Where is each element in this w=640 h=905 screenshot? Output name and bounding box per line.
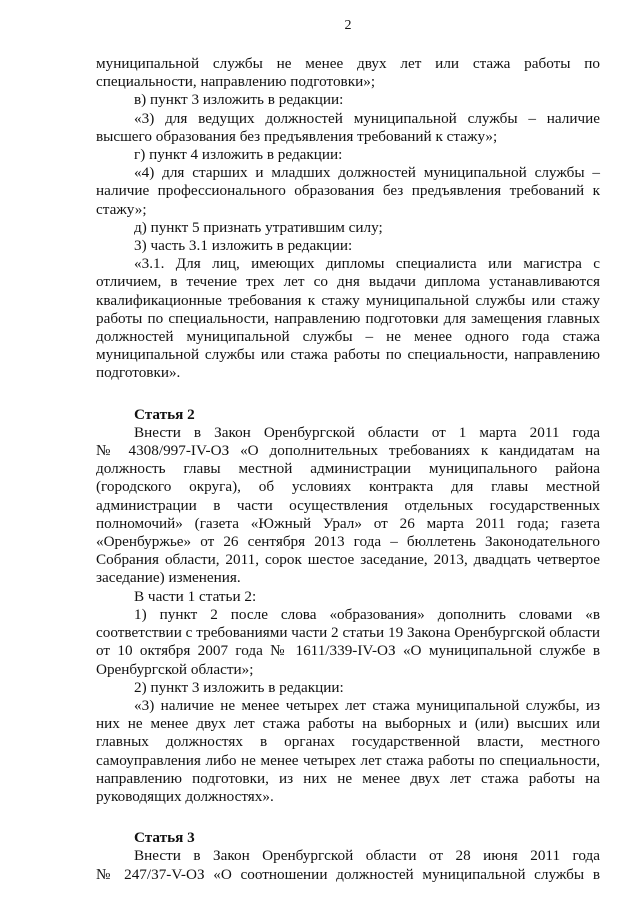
paragraph-line: главных должностях в органах государственной власти, местного	[96, 733, 600, 751]
paragraph-line: самоуправления либо не менее четырех лет стажа работы по специальности,	[96, 751, 600, 769]
paragraph-line: муниципальной службы или стажа работы по специальности, направлению	[96, 346, 600, 364]
paragraph-line: специальности, направлению подготовки»;	[96, 73, 376, 91]
paragraph-line: заседание) изменения.	[96, 569, 241, 587]
paragraph-line: № 4308/997-IV-ОЗ «О дополнительных требованиях к кандидатам на	[96, 442, 600, 460]
paragraph-line: от 10 октября 2007 года № 1611/339-IV-ОЗ «О муниципальной службе в	[96, 642, 600, 660]
paragraph-line: № 247/37-V-ОЗ «О соотношении должностей муниципальной службы в	[96, 865, 600, 883]
paragraph-line: Внести в Закон Оренбургской области от 1 марта 2011 года	[134, 423, 600, 441]
paragraph-line: должность главы местной администрации муниципального района	[96, 460, 600, 478]
paragraph-line: (городского округа), об условиях контракта для главы местной	[96, 478, 600, 496]
page-number: 2	[344, 18, 352, 33]
paragraph-line: «4) для старших и младших должностей муниципальной службы –	[134, 164, 600, 182]
paragraph-line: наличие профессионального образования без предъявления требований к	[96, 182, 600, 200]
list-item: г) пункт 4 изложить в редакции:	[134, 146, 343, 164]
paragraph-line: стажу»;	[96, 200, 147, 218]
paragraph-line: квалификационные требования к стажу муниципальной службы или стажу	[96, 291, 600, 309]
article-3-heading: Статья 3	[134, 829, 195, 847]
article-2-heading: Статья 2	[134, 405, 195, 423]
paragraph-line: них не менее двух лет стажа работы на выборных и (или) высших или	[96, 715, 600, 733]
list-item: д) пункт 5 признать утратившим силу;	[134, 218, 383, 236]
list-item: 3) часть 3.1 изложить в редакции:	[134, 237, 353, 255]
paragraph-line: высшего образования без предъявления требований к стажу»;	[96, 127, 498, 145]
paragraph-line: Оренбургской области»;	[96, 660, 254, 678]
list-item: В части 1 статьи 2:	[134, 587, 257, 605]
paragraph-line: «3) наличие не менее четырех лет стажа муниципальной службы, из	[134, 696, 600, 714]
paragraph-line: «3) для ведущих должностей муниципальной службы – наличие	[134, 109, 600, 127]
list-item: в) пункт 3 изложить в редакции:	[134, 91, 344, 109]
list-item: 2) пункт 3 изложить в редакции:	[134, 678, 344, 696]
paragraph-line: «3.1. Для лиц, имеющих дипломы специалиста или магистра с	[134, 255, 600, 273]
document-body	[96, 55, 600, 884]
paragraph-line: отличием, в течение трех лет со дня выдачи диплома устанавливаются	[96, 273, 600, 291]
paragraph-line: муниципальной службы не менее двух лет или стажа работы по	[96, 55, 600, 72]
paragraph-line: подготовки».	[96, 364, 181, 382]
paragraph-line: 1) пункт 2 после слова «образования» дополнить словами «в	[134, 605, 600, 623]
paragraph-line: Собрания области, 2011, сорок шестое заседание, 2013, двадцать четвертое	[96, 551, 600, 569]
paragraph-line: направлению подготовки, из них не менее двух лет стажа работы на	[96, 769, 600, 787]
paragraph-line: администрации в части осуществления отдельных государственных	[96, 496, 600, 514]
paragraph-line: полномочий» (газета «Южный Урал» от 26 марта 2011 года; газета	[96, 514, 600, 532]
paragraph-line: работы по специальности, направлению подготовки для замещения главных	[96, 309, 600, 327]
paragraph-line: руководящих должностях».	[96, 787, 274, 805]
paragraph-line: соответствии с требованиями части 2 статьи 19 Закона Оренбургской области	[96, 624, 600, 642]
paragraph-line: должностей муниципальной службы – не менее одного года стажа	[96, 328, 600, 346]
paragraph-line: «Оренбуржье» от 26 сентября 2013 года – бюллетень Законодательного	[96, 533, 600, 551]
paragraph-line: Внести в Закон Оренбургской области от 28 июня 2011 года	[134, 847, 600, 865]
